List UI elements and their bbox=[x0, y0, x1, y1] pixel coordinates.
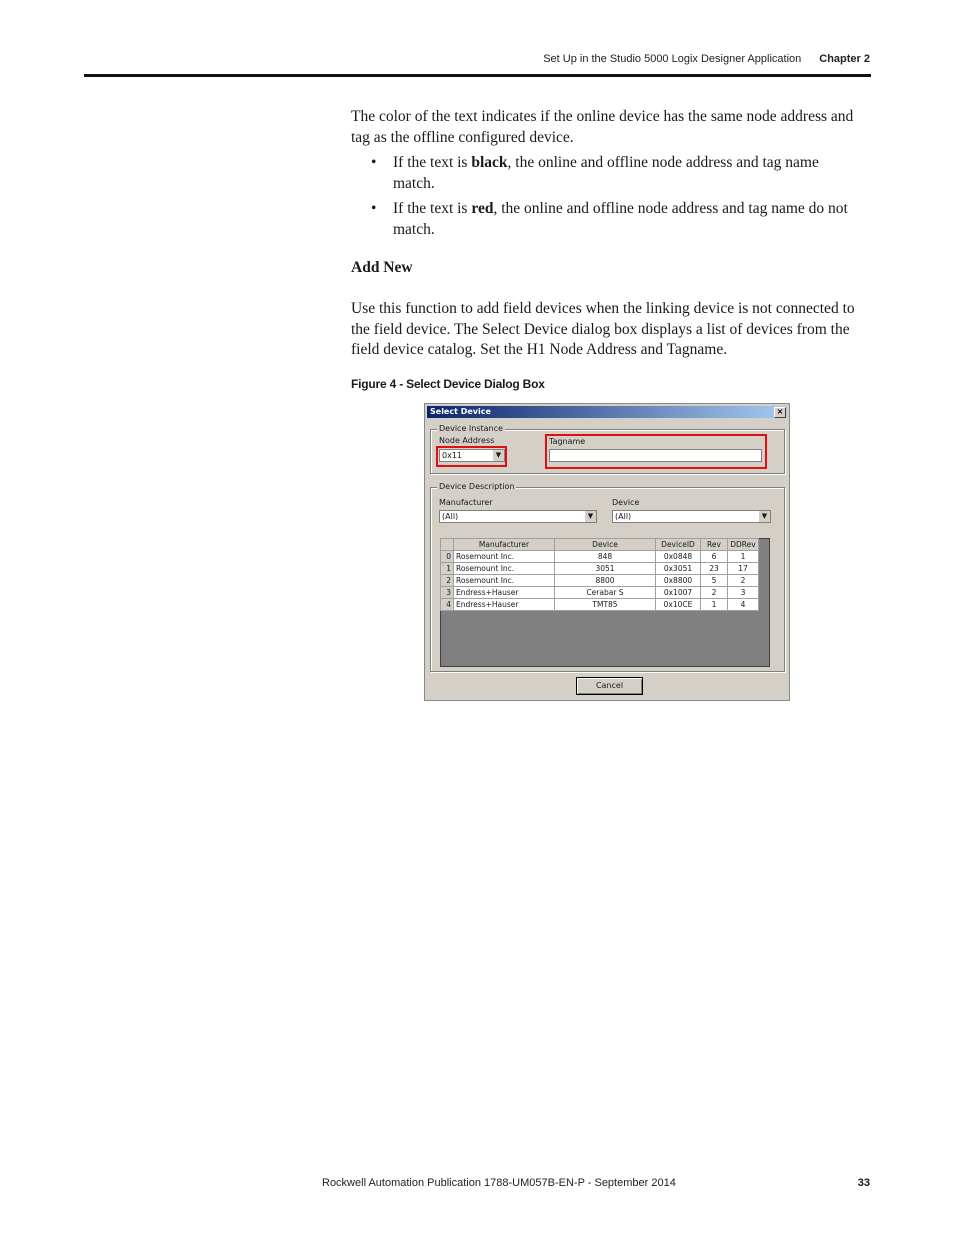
cell-device: TMT85 bbox=[555, 599, 656, 611]
row-index: 0 bbox=[441, 551, 454, 563]
cell-device-id: 0x1007 bbox=[656, 587, 701, 599]
node-address-value: 0x11 bbox=[442, 451, 463, 460]
table-row[interactable] bbox=[441, 575, 759, 587]
column-header-device-id[interactable]: DeviceID bbox=[656, 539, 701, 551]
cell-manufacturer: Endress+Hauser bbox=[454, 599, 555, 611]
table-header-row bbox=[441, 539, 759, 551]
column-header-rev[interactable]: Rev bbox=[701, 539, 728, 551]
cancel-button[interactable]: Cancel bbox=[576, 677, 643, 695]
cell-ddrev: 17 bbox=[728, 563, 759, 575]
cell-ddrev: 3 bbox=[728, 587, 759, 599]
cell-ddrev: 1 bbox=[728, 551, 759, 563]
cell-device-id: 0x8800 bbox=[656, 575, 701, 587]
row-index: 3 bbox=[441, 587, 454, 599]
section-heading: Add New bbox=[351, 259, 413, 276]
tagname-highlight bbox=[545, 434, 767, 469]
manufacturer-value: (All) bbox=[442, 512, 459, 521]
cell-device: 848 bbox=[555, 551, 656, 563]
device-description-legend: Device Description bbox=[439, 482, 515, 491]
cell-manufacturer: Endress+Hauser bbox=[454, 587, 555, 599]
running-header bbox=[543, 53, 870, 65]
footer-publication: Rockwell Automation Publication 1788-UM057B-EN-P - September 2014 bbox=[322, 1177, 676, 1189]
manufacturer-label: Manufacturer bbox=[439, 498, 493, 507]
cell-device-id: 0x10CE bbox=[656, 599, 701, 611]
table-row[interactable] bbox=[441, 599, 759, 611]
manufacturer-select[interactable] bbox=[439, 510, 597, 523]
table-row[interactable] bbox=[441, 551, 759, 563]
cell-manufacturer: Rosemount Inc. bbox=[454, 575, 555, 587]
device-select[interactable] bbox=[612, 510, 771, 523]
cell-device-id: 0x3051 bbox=[656, 563, 701, 575]
cell-device: 8800 bbox=[555, 575, 656, 587]
bullet-black: • If the text is black, the online and offline node address and tag name match. bbox=[371, 154, 819, 192]
column-header-ddrev[interactable]: DDRev bbox=[728, 539, 759, 551]
cell-rev: 23 bbox=[701, 563, 728, 575]
header-chapter: Chapter 2 bbox=[819, 53, 870, 65]
close-icon[interactable]: × bbox=[774, 407, 786, 418]
node-address-highlight bbox=[436, 446, 507, 467]
tagname-label: Tagname bbox=[549, 437, 586, 446]
cell-device: 3051 bbox=[555, 563, 656, 575]
column-header-manufacturer[interactable]: Manufacturer bbox=[454, 539, 555, 551]
row-index: 2 bbox=[441, 575, 454, 587]
cell-rev: 1 bbox=[701, 599, 728, 611]
device-instance-legend: Device Instance bbox=[439, 424, 503, 433]
table-row[interactable] bbox=[441, 563, 759, 575]
bullet-red: • If the text is red, the online and offline node address and tag name do not match. bbox=[371, 200, 848, 238]
cell-device: Cerabar S bbox=[555, 587, 656, 599]
cell-manufacturer: Rosemount Inc. bbox=[454, 551, 555, 563]
chevron-down-icon[interactable]: ▼ bbox=[584, 511, 596, 522]
header-rule bbox=[84, 74, 871, 77]
node-address-label: Node Address bbox=[439, 436, 495, 445]
device-value: (All) bbox=[615, 512, 632, 521]
cell-rev: 2 bbox=[701, 587, 728, 599]
paragraph-color-meaning: The color of the text indicates if the online device has the same node address and tag as the offline configured device. bbox=[351, 108, 854, 146]
device-label: Device bbox=[612, 498, 640, 507]
cell-device-id: 0x0848 bbox=[656, 551, 701, 563]
figure-caption: Figure 4 - Select Device Dialog Box bbox=[351, 377, 545, 391]
bullet-list bbox=[371, 153, 851, 245]
row-index: 1 bbox=[441, 563, 454, 575]
page-number: 33 bbox=[857, 1177, 870, 1189]
cell-rev: 5 bbox=[701, 575, 728, 587]
cell-manufacturer: Rosemount Inc. bbox=[454, 563, 555, 575]
cell-rev: 6 bbox=[701, 551, 728, 563]
row-index: 4 bbox=[441, 599, 454, 611]
paragraph-add-new: Use this function to add field devices when the linking device is not connected to the field device. The Select Device dialog box displays a list of devices from the field device catalog. Set the H1 Node Address and Tagname. bbox=[351, 300, 855, 358]
header-section: Set Up in the Studio 5000 Logix Designer Application bbox=[543, 53, 802, 65]
column-header-device[interactable]: Device bbox=[555, 539, 656, 551]
row-header-corner bbox=[441, 539, 454, 551]
device-table bbox=[440, 538, 759, 611]
chevron-down-icon[interactable]: ▼ bbox=[758, 511, 770, 522]
dialog-title: Select Device bbox=[430, 407, 491, 416]
dialog-title-bar bbox=[427, 406, 787, 418]
table-row[interactable] bbox=[441, 587, 759, 599]
cell-ddrev: 2 bbox=[728, 575, 759, 587]
cell-ddrev: 4 bbox=[728, 599, 759, 611]
chevron-down-icon[interactable]: ▼ bbox=[492, 450, 504, 461]
